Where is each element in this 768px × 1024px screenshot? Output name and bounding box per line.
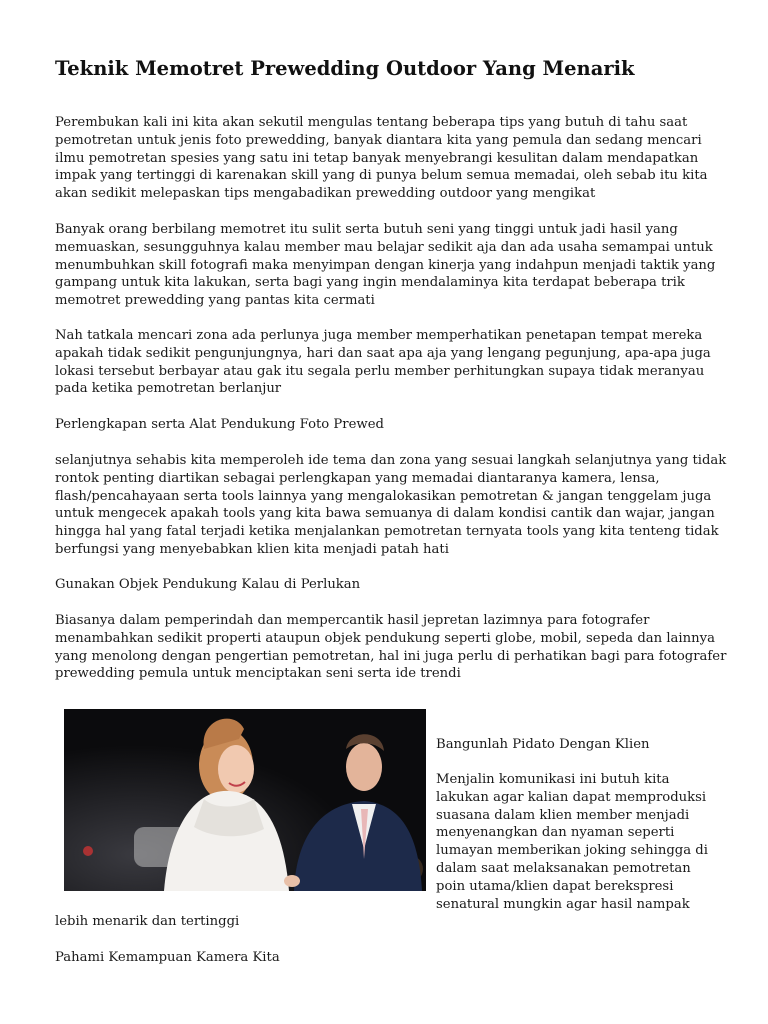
text-line: Perembukan kali ini kita akan sekutil mengulas tentang beberapa tips yang butuh di tahu saat	[55, 115, 688, 130]
paragraph-location	[55, 327, 715, 398]
text-line: suasana dalam klien member menjadi	[436, 807, 690, 823]
side-paragraph	[436, 771, 726, 913]
text-line: Pahami Kemampuan Kamera Kita	[55, 950, 280, 965]
text-line: lebih menarik dan tertinggi	[55, 914, 240, 929]
page-title: Teknik Memotret Prewedding Outdoor Yang Menarik	[55, 57, 635, 80]
text-line: Bangunlah Pidato Dengan Klien	[436, 737, 650, 752]
text-line: lumayan memberikan joking sehingga di	[436, 843, 708, 859]
couple-photo-illustration	[64, 709, 426, 891]
text-line: prewedding pemula untuk menciptakan seni serta ide trendi	[55, 666, 461, 682]
side-heading	[436, 736, 726, 754]
text-line: rontok penting diartikan sebagai perlengkapan yang memadai diantaranya kamera, lensa,	[55, 470, 660, 486]
subheading-equipment	[55, 416, 715, 434]
text-line: berfungsi yang menyebabkan klien kita menjadi patah hati	[55, 541, 449, 557]
text-line: Biasanya dalam pemperindah dan mempercantik hasil jepretan lazimnya para fotografer	[55, 613, 650, 628]
text-line: pada ketika pemotretan berlanjur	[55, 381, 282, 397]
text-line: hingga hal yang fatal terjadi ketika menjalankan pemotretan ternyata tools yang kita tenteng tidak	[55, 524, 719, 540]
text-line: akan sedikit melepaskan tips mengabadikan prewedding outdoor yang mengikat	[55, 186, 596, 202]
text-line: poin utama/klien dapat berekspresi	[436, 878, 674, 894]
couple-photo	[64, 709, 426, 891]
text-line: Nah tatkala mencari zona ada perlunya juga member memperhatikan penetapan tempat mereka	[55, 328, 703, 343]
text-line: Banyak orang berbilang memotret itu sulit serta butuh seni yang tinggi untuk jadi hasil yang	[55, 222, 678, 237]
text-line: ilmu pemotretan spesies yang satu ini tetap banyak menyebrangi kesulitan dalam mendapatkan	[55, 150, 699, 166]
paragraph-equipment	[55, 452, 727, 559]
text-line: apakah tidak sedikit pengunjungnya, hari dan saat apa aja yang lengang pegunjung, apa-apa juga	[55, 345, 711, 361]
text-line: pemotretan untuk jenis foto prewedding, banyak diantara kita yang pemula dan sedang mencari	[55, 132, 702, 148]
text-line: menambahkan sedikit properti ataupun objek pendukung seperti globe, mobil, sepeda dan lainnya	[55, 630, 715, 646]
text-line: memuaskan, sesungguhnya kalau member mau belajar sedikit aja dan ada usaha semampai untuk	[55, 239, 713, 255]
subheading-camera	[55, 949, 715, 967]
text-line: flash/pencahayaan serta tools lainnya yang mengalokasikan pemotretan & jangan tenggelam juga	[55, 488, 712, 504]
text-line: impak yang tertinggi di karenakan skill yang di punya belum semua memadai, oleh sebab itu kita	[55, 168, 708, 184]
continuation-line	[55, 913, 715, 931]
text-line: yang menolong dengan pengertian pemotretan, hal ini juga perlu di perhatikan bagi para fotografer	[55, 648, 727, 664]
text-line: selanjutnya sehabis kita memperoleh ide tema dan zona yang sesuai langkah selanjutnya yang tidak	[55, 453, 727, 468]
text-line: untuk mengecek apakah tools yang kita bawa semuanya di dalam kondisi cantik dan wajar, jangan	[55, 506, 715, 522]
text-line: gampang untuk kita lakukan, serta bagi yang ingin mendalaminya kita terdapat beberapa trik	[55, 275, 685, 291]
text-line: memotret prewedding yang pantas kita cermati	[55, 293, 375, 309]
text-line: Gunakan Objek Pendukung Kalau di Perlukan	[55, 577, 361, 592]
paragraph-skill	[55, 221, 715, 310]
text-line: dalam saat melaksanakan pemotretan	[436, 860, 691, 876]
text-line: senatural mungkin agar hasil nampak	[436, 896, 690, 912]
paragraph-intro	[55, 114, 715, 203]
text-line: lakukan agar kalian dapat memproduksi	[436, 789, 707, 805]
text-line: Perlengkapan serta Alat Pendukung Foto Prewed	[55, 417, 384, 432]
paragraph-props	[55, 612, 727, 683]
text-line: Menjalin komunikasi ini butuh kita	[436, 772, 670, 787]
subheading-props	[55, 576, 715, 594]
text-line: menumbuhkan skill fotografi maka menyimpan dengan kinerja yang indahpun menjadi taktik yang	[55, 257, 716, 273]
text-line: lokasi tersebut berbayar atau gak itu segala perlu member perhitungkan supaya tidak meranyau	[55, 363, 705, 379]
text-line: menyenangkan dan nyaman seperti	[436, 825, 675, 841]
